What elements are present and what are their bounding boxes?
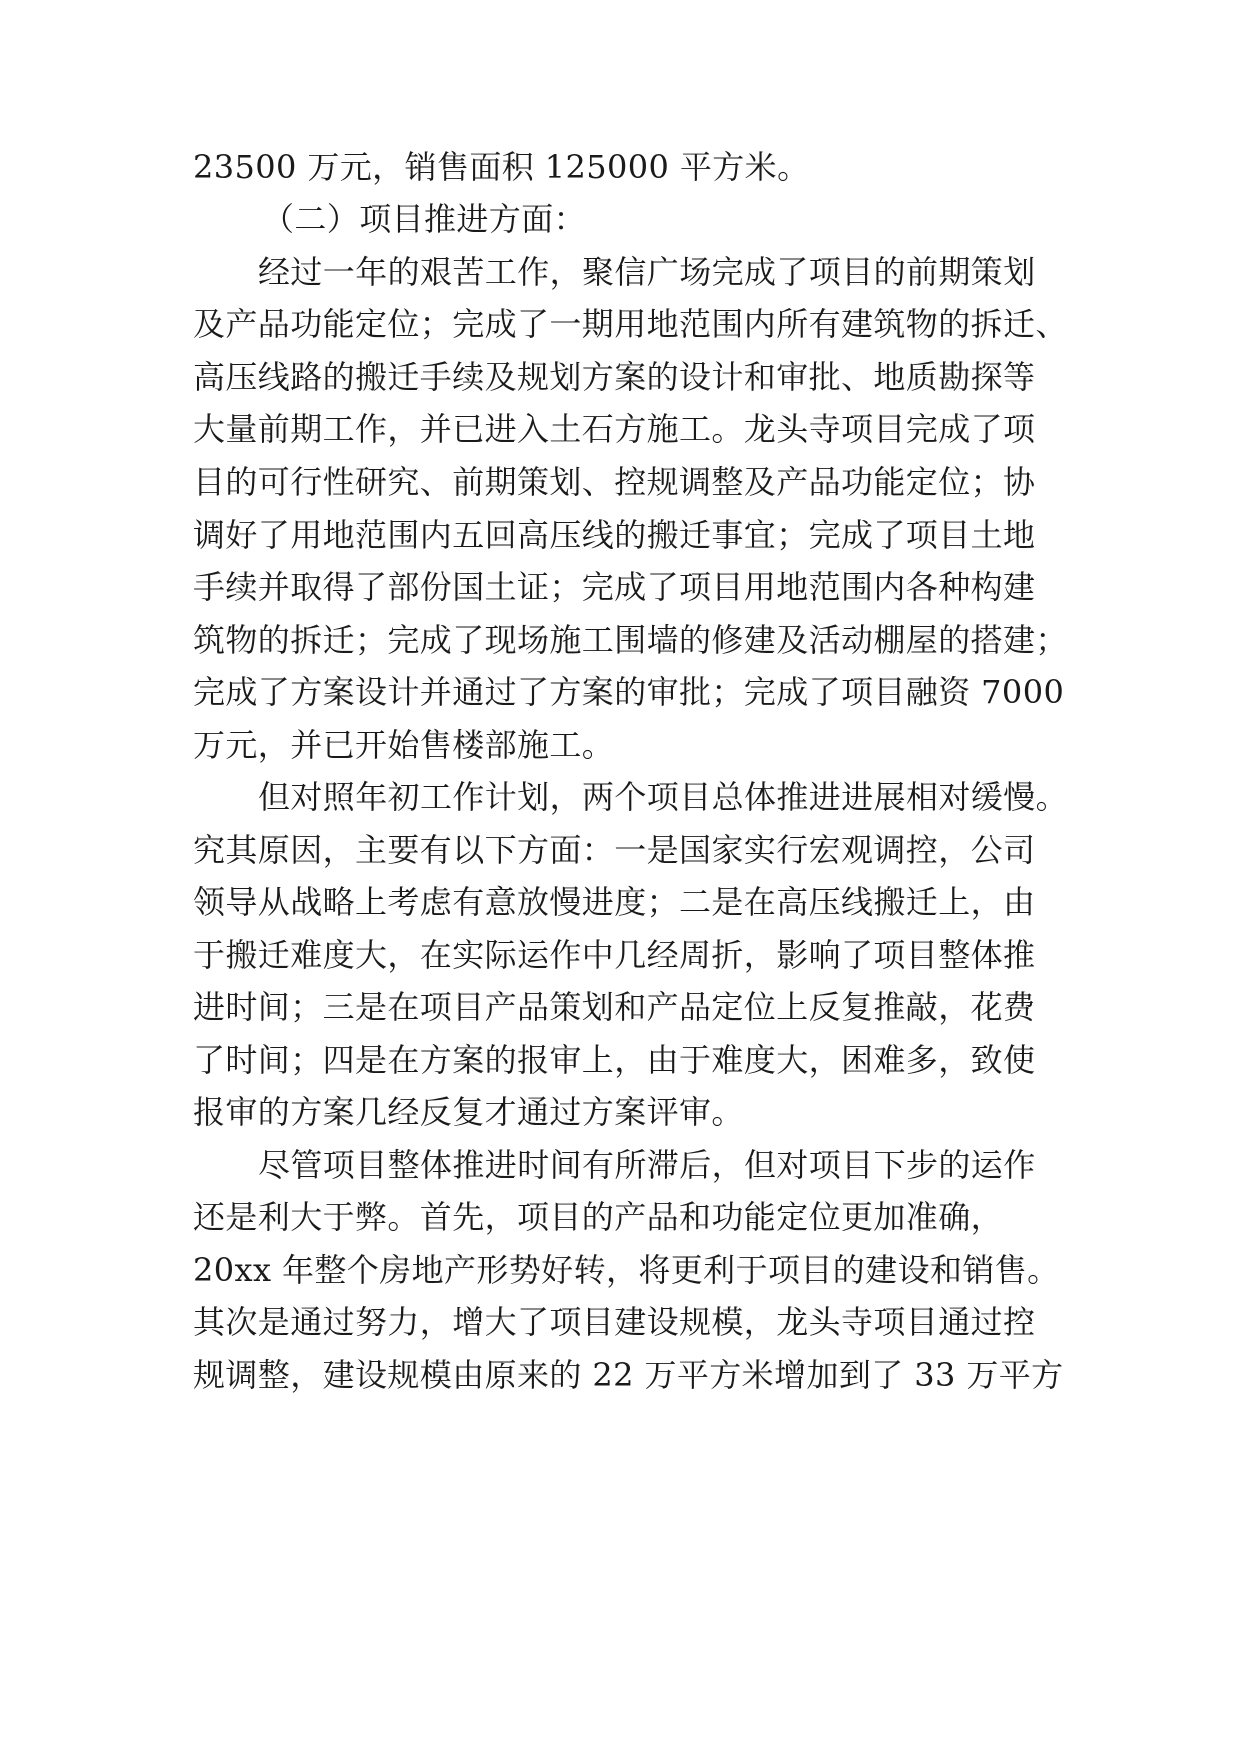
text-line: 于搬迁难度大，在实际运作中几经周折，影响了项目整体推 [193, 936, 1036, 974]
text-line: 了时间；四是在方案的报审上，由于难度大，困难多，致使 [193, 1041, 1036, 1079]
text-line: 23500 万元，销售面积 125000 平方米。 [193, 148, 810, 186]
paragraph-start: 但对照年初工作计划，两个项目总体推进进展相对缓慢。 [258, 778, 1069, 816]
text-line: 高压线路的搬迁手续及规划方案的设计和审批、地质勘探等 [193, 358, 1036, 396]
text-line: 其次是通过努力，增大了项目建设规模，龙头寺项目通过控 [193, 1303, 1036, 1341]
text-line: 规调整，建设规模由原来的 22 万平方米增加到了 33 万平方 [193, 1356, 1064, 1394]
text-line: 大量前期工作，并已进入土石方施工。龙头寺项目完成了项 [193, 410, 1036, 448]
paragraph-start: 经过一年的艰苦工作，聚信广场完成了项目的前期策划 [258, 253, 1036, 291]
text-line: 筑物的拆迁；完成了现场施工围墙的修建及活动棚屋的搭建； [193, 621, 1068, 659]
text-line: 还是利大于弊。首先，项目的产品和功能定位更加准确， [193, 1198, 1004, 1236]
text-line: 手续并取得了部份国土证；完成了项目用地范围内各种构建 [193, 568, 1036, 606]
text-line: 完成了方案设计并通过了方案的审批；完成了项目融资 7000 [193, 673, 1065, 711]
section-heading: （二）项目推进方面： [262, 200, 587, 238]
text-line: 领导从战略上考虑有意放慢进度；二是在高压线搬迁上，由 [193, 883, 1036, 921]
text-line: 进时间；三是在项目产品策划和产品定位上反复推敲，花费 [193, 988, 1036, 1026]
text-line: 究其原因，主要有以下方面：一是国家实行宏观调控，公司 [193, 831, 1036, 869]
text-line: 目的可行性研究、前期策划、控规调整及产品功能定位；协 [193, 463, 1036, 501]
text-line: 及产品功能定位；完成了一期用地范围内所有建筑物的拆迁、 [193, 305, 1068, 343]
paragraph-start: 尽管项目整体推进时间有所滞后，但对项目下步的运作 [258, 1146, 1036, 1184]
text-line: 调好了用地范围内五回高压线的搬迁事宜；完成了项目土地 [193, 516, 1036, 554]
text-line: 报审的方案几经反复才通过方案评审。 [193, 1093, 744, 1131]
text-line: 20xx 年整个房地产形势好转，将更利于项目的建设和销售。 [193, 1251, 1060, 1289]
text-line: 万元，并已开始售楼部施工。 [193, 726, 615, 764]
